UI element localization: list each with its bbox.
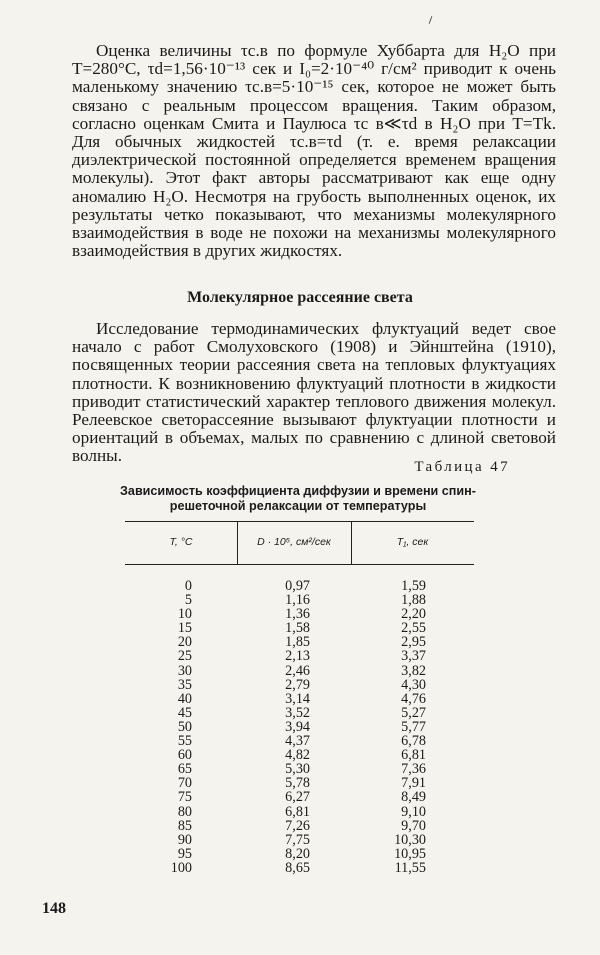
cell-relaxation: 8,49 (401, 789, 426, 806)
cell-relaxation: 2,55 (401, 620, 426, 637)
cell-temperature: 30 (177, 662, 192, 679)
table-row (125, 833, 474, 847)
scan-mark (429, 16, 433, 24)
table-row (125, 734, 474, 748)
cell-relaxation: 9,10 (401, 803, 426, 820)
column-header-diffusion: D · 10⁵, см²/сек (257, 536, 331, 548)
cell-relaxation: 10,95 (394, 845, 426, 862)
cell-relaxation: 5,77 (401, 718, 426, 735)
cell-diffusion: 4,82 (285, 747, 310, 764)
paragraph-light-scattering (72, 320, 556, 466)
table-row (125, 692, 474, 706)
cell-relaxation: 3,82 (401, 662, 426, 679)
paragraph-2-text: Исследование термодинамических флуктуаций ведет свое начало с работ Смолуховского (1908) и Эйнштейна (1910), посвященных теории рассеяния света на тепловых флуктуациях плотности. К возникновению флуктуаций плотности в жидкости приводит статистический характер теплового движения молекул. Релеевское светорассеяние вызывают флуктуации плотности и ориентаций в объемах, малых по сравнению с длиной световой волны. (72, 319, 556, 466)
page-number: 148 (42, 900, 66, 917)
cell-temperature: 50 (177, 718, 192, 735)
table-row (125, 819, 474, 833)
cell-temperature: 55 (177, 733, 192, 750)
cell-temperature: 65 (177, 761, 192, 778)
cell-diffusion: 6,81 (285, 803, 310, 820)
cell-temperature: 40 (177, 690, 192, 707)
cell-temperature: 70 (177, 775, 192, 792)
cell-temperature: 95 (177, 845, 192, 862)
table-row (125, 790, 474, 804)
cell-diffusion: 7,26 (285, 817, 310, 834)
cell-diffusion: 2,79 (285, 676, 310, 693)
table-row (125, 847, 474, 861)
cell-relaxation: 7,91 (401, 775, 426, 792)
cell-relaxation: 3,37 (401, 648, 426, 665)
cell-relaxation: 5,27 (401, 704, 426, 721)
cell-temperature: 20 (177, 634, 192, 651)
cell-diffusion: 7,75 (285, 831, 310, 848)
cell-relaxation: 4,76 (401, 690, 426, 707)
cell-relaxation: 10,30 (394, 831, 426, 848)
cell-temperature: 60 (177, 747, 192, 764)
table-row (125, 607, 474, 621)
table-row (125, 762, 474, 776)
cell-temperature: 100 (170, 859, 192, 876)
cell-diffusion: 3,14 (285, 690, 310, 707)
table-row (125, 579, 474, 593)
cell-relaxation: 2,20 (401, 606, 426, 623)
cell-temperature: 5 (184, 592, 192, 609)
cell-diffusion: 0,97 (285, 578, 310, 594)
table-row (125, 776, 474, 790)
cell-diffusion: 3,94 (285, 718, 310, 735)
cell-diffusion: 2,13 (285, 648, 310, 665)
cell-diffusion: 1,85 (285, 634, 310, 651)
cell-temperature: 15 (177, 620, 192, 637)
cell-diffusion: 4,37 (285, 733, 310, 750)
cell-relaxation: 7,36 (401, 761, 426, 778)
section-heading: Молекулярное рассеяние света (187, 289, 413, 306)
cell-temperature: 0 (184, 578, 192, 594)
table-row (125, 861, 474, 875)
cell-temperature: 35 (177, 676, 192, 693)
cell-temperature: 25 (177, 648, 192, 665)
cell-diffusion: 8,20 (285, 845, 310, 862)
table-top-rule (125, 521, 474, 522)
column-header-temperature: T, °C (169, 536, 193, 548)
cell-relaxation: 6,81 (401, 747, 426, 764)
cell-diffusion: 8,65 (285, 859, 310, 876)
cell-diffusion: 6,27 (285, 789, 310, 806)
paragraph-hubbard-estimate (72, 42, 556, 260)
cell-temperature: 80 (177, 803, 192, 820)
cell-relaxation: 1,88 (401, 592, 426, 609)
cell-relaxation: 6,78 (401, 733, 426, 750)
cell-diffusion: 3,52 (285, 704, 310, 721)
cell-diffusion: 5,30 (285, 761, 310, 778)
cell-diffusion: 1,36 (285, 606, 310, 623)
table-caption: Зависимость коэффициента диффузии и времени спин-решеточной релаксации от температуры (120, 484, 476, 513)
table-body (125, 579, 474, 875)
column-header-relaxation: T₁, сек (396, 536, 429, 548)
cell-temperature: 75 (177, 789, 192, 806)
cell-diffusion: 1,58 (285, 620, 310, 637)
table-header-rule (125, 564, 474, 565)
table-row (125, 720, 474, 734)
cell-relaxation: 1,59 (401, 578, 426, 594)
table-row (125, 621, 474, 635)
cell-temperature: 45 (177, 704, 192, 721)
cell-relaxation: 4,30 (401, 676, 426, 693)
paragraph-1-text: Оценка величины τc.в по формуле Хуббарта для H₂O при T=280°C, τd=1,56·10⁻¹³ сек и I₀=2·10⁻⁴⁰ г/см² приводит к очень маленькому значению τc.в=5·10⁻¹⁵ сек, которое не может быть связано с реальным процессом вращения. Таким образом, согласно оценкам Смита и Паулюса τc в≪τd в H₂O при T=Tk. Для обычных жидкостей τc.в=τd (т. е. время релаксации диэлектрической постоянной определяется временем вращения молекулы). Этот факт авторы рассматривают как еще одну аномалию H₂O. Несмотря на грубость выполненных оценок, их результаты четко показывают, что механизмы молекулярного взаимодействия в воде не похожи на механизмы молекулярного взаимодействия в других жидкостях. (72, 41, 556, 261)
table-row (125, 664, 474, 678)
table-row (125, 805, 474, 819)
table-row (125, 748, 474, 762)
table-label: Таблица 47 (414, 459, 510, 475)
cell-diffusion: 1,16 (285, 592, 310, 609)
cell-temperature: 90 (177, 831, 192, 848)
table-row (125, 635, 474, 649)
cell-diffusion: 5,78 (285, 775, 310, 792)
cell-relaxation: 11,55 (394, 859, 426, 876)
cell-diffusion: 2,46 (285, 662, 310, 679)
cell-relaxation: 2,95 (401, 634, 426, 651)
cell-temperature: 10 (177, 606, 192, 623)
cell-temperature: 85 (177, 817, 192, 834)
table-row (125, 706, 474, 720)
table-row (125, 678, 474, 692)
cell-relaxation: 9,70 (401, 817, 426, 834)
table-row (125, 593, 474, 607)
table-row (125, 649, 474, 663)
